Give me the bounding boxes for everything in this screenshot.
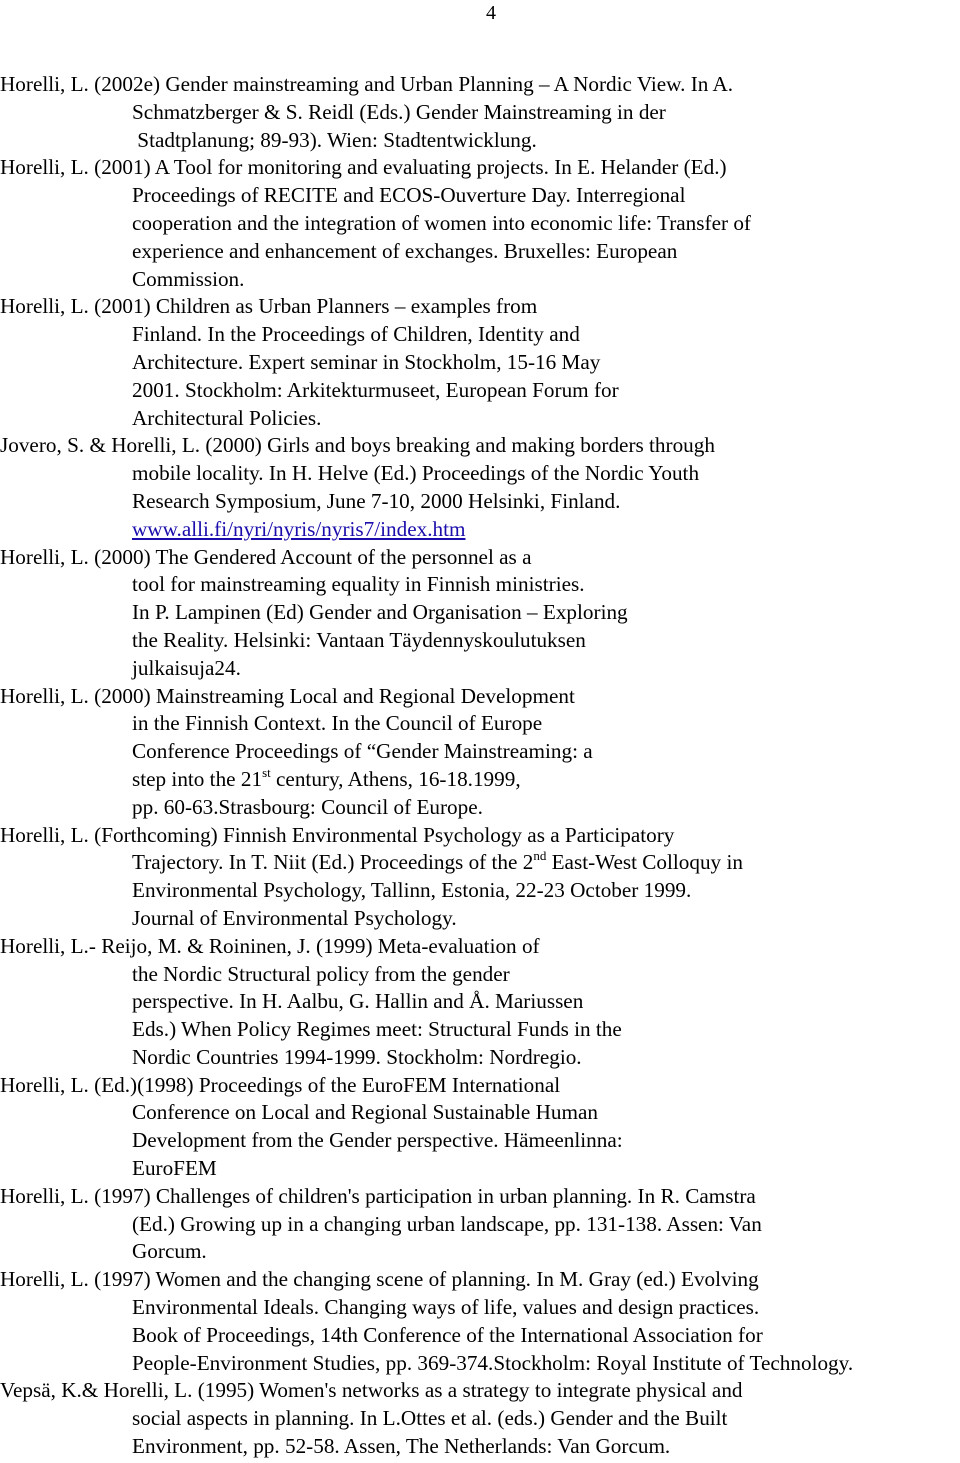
reference-line: pp. 60-63.Strasbourg: Council of Europe. [132,794,483,819]
reference-entry [0,683,960,822]
reference-entry [0,544,960,683]
reference-line: People-Environment Studies, pp. 369-374.Stockholm: Royal Institute of Technology. [132,1350,854,1375]
reference-entry [0,822,960,933]
reference-line: Research Symposium, June 7-10, 2000 Helsinki, Finland. [132,488,621,513]
reference-line: experience and enhancement of exchanges. Bruxelles: European [132,238,678,263]
reference-line: Horelli, L. (2001) Children as Urban Planners – examples from [0,294,538,319]
reference-text: century, Athens, 16-18.1999, [270,766,521,791]
reference-line: Horelli, L. (Forthcoming) Finnish Environmental Psychology as a Participatory [0,822,675,847]
reference-line: social aspects in planning. In L.Ottes et al. (eds.) Gender and the Built [132,1406,728,1431]
reference-line: Jovero, S. & Horelli, L. (2000) Girls and boys breaking and making borders through [0,433,715,458]
reference-line: Horelli, L. (Ed.)(1998) Proceedings of the EuroFEM International [0,1072,561,1097]
reference-line: julkaisuja24. [132,655,241,680]
reference-line: Horelli, L. (2000) The Gendered Account of the personnel as a [0,544,532,569]
reference-line: Gorcum. [132,1239,207,1264]
reference-line: the Reality. Helsinki: Vantaan Täydennyskoulutuksen [132,627,586,652]
reference-text: East-West Colloquy in [546,850,743,875]
reference-line: Horelli, L.- Reijo, M. & Roininen, J. (1999) Meta-evaluation of [0,933,540,958]
reference-line: Nordic Countries 1994-1999. Stockholm: Nordregio. [132,1044,582,1069]
reference-list [0,71,960,1461]
reference-entry [0,154,960,293]
reference-entry [0,1183,960,1266]
reference-line: EuroFEM [132,1156,217,1181]
reference-line: (Ed.) Growing up in a changing urban landscape, pp. 131-138. Assen: Van [132,1211,762,1236]
reference-line: perspective. In H. Aalbu, G. Hallin and Å. Mariussen [132,989,584,1014]
reference-line: Environment, pp. 52-58. Assen, The Netherlands: Van Gorcum. [132,1434,671,1459]
reference-line: Conference on Local and Regional Sustainable Human [132,1100,598,1125]
reference-entry [0,1072,960,1183]
reference-line: Environmental Ideals. Changing ways of life, values and design practices. [132,1295,760,1320]
reference-entry [0,293,960,432]
reference-line [0,766,960,794]
superscript: nd [533,848,547,864]
reference-line: Horelli, L. (2001) A Tool for monitoring and evaluating projects. In E. Helander (Ed.) [0,155,727,180]
reference-line: Journal of Environmental Psychology. [132,905,457,930]
reference-line: Horelli, L. (1997) Women and the changing scene of planning. In M. Gray (ed.) Evolving [0,1267,759,1292]
reference-text: step into the 21 [132,766,263,791]
reference-line [0,849,960,877]
reference-line: Finland. In the Proceedings of Children, Identity and [132,322,580,347]
reference-line: Commission. [132,266,245,291]
reference-line: Horelli, L. (1997) Challenges of children's participation in urban planning. In R. Camstra [0,1183,756,1208]
reference-url-link[interactable]: www.alli.fi/nyri/nyris/nyris7/index.htm [132,516,466,541]
reference-line: Architecture. Expert seminar in Stockholm, 15-16 May [132,349,601,374]
reference-line: Proceedings of RECITE and ECOS-Ouverture Day. Interregional [132,183,686,208]
reference-line: Conference Proceedings of “Gender Mainstreaming: a [132,739,593,764]
reference-entry [0,933,960,1072]
reference-line: tool for mainstreaming equality in Finnish ministries. [132,572,585,597]
reference-line: Book of Proceedings, 14th Conference of the International Association for [132,1322,763,1347]
reference-line: cooperation and the integration of women into economic life: Transfer of [132,210,751,235]
reference-line: Architectural Policies. [132,405,322,430]
reference-entry [0,432,960,543]
page-number: 4 [486,2,496,24]
reference-line: Eds.) When Policy Regimes meet: Structural Funds in the [132,1017,622,1042]
reference-line: Development from the Gender perspective. Hämeenlinna: [132,1128,623,1153]
reference-line: Vepsä, K.& Horelli, L. (1995) Women's networks as a strategy to integrate physical and [0,1378,743,1403]
reference-line: Schmatzberger & S. Reidl (Eds.) Gender Mainstreaming in der [132,99,666,124]
reference-line: Stadtplanung; 89-93). Wien: Stadtentwicklung. [132,127,537,152]
reference-line: 2001. Stockholm: Arkitekturmuseet, European Forum for [132,377,619,402]
reference-line: Environmental Psychology, Tallinn, Estonia, 22-23 October 1999. [132,878,692,903]
reference-line: Horelli, L. (2002e) Gender mainstreaming and Urban Planning – A Nordic View. In A. [0,72,734,96]
reference-line [0,516,960,544]
reference-text: Trajectory. In T. Niit (Ed.) Proceedings of the 2 [132,850,534,875]
reference-line: mobile locality. In H. Helve (Ed.) Proceedings of the Nordic Youth [132,461,700,486]
reference-line: in the Finnish Context. In the Council of Europe [132,711,543,736]
reference-entry [0,1266,960,1377]
reference-line: In P. Lampinen (Ed) Gender and Organisation – Exploring [132,600,628,625]
reference-entry [0,1377,960,1460]
reference-line: Horelli, L. (2000) Mainstreaming Local and Regional Development [0,683,575,708]
reference-line: the Nordic Structural policy from the gender [132,961,510,986]
reference-entry [0,71,960,154]
superscript: st [262,764,271,780]
